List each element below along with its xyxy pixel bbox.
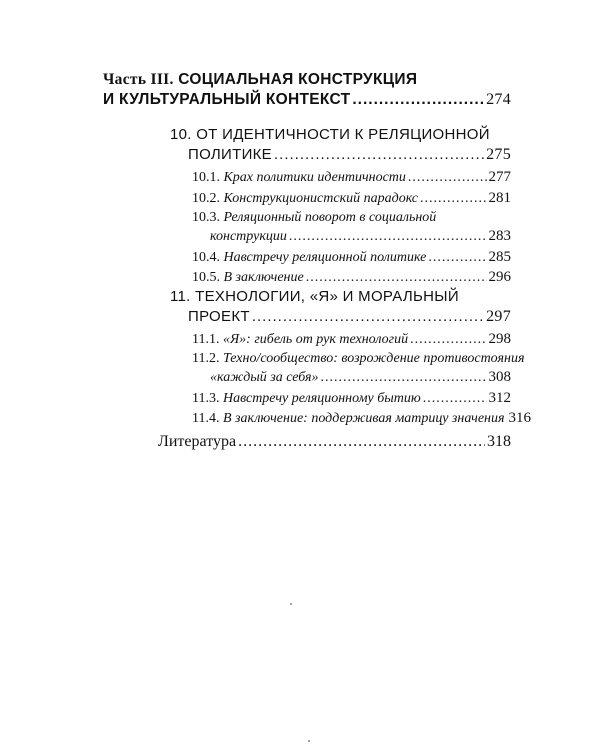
page-number: 283 bbox=[488, 228, 511, 244]
page-number: 296 bbox=[488, 269, 511, 285]
section-number: 10.4. bbox=[192, 250, 220, 265]
section-number: 11.3. bbox=[192, 391, 220, 406]
toc-section bbox=[192, 409, 532, 428]
section-number: 10.2. bbox=[192, 191, 220, 206]
leader-dots bbox=[306, 269, 487, 287]
page-number: 308 bbox=[488, 369, 511, 385]
page-number: 285 bbox=[488, 249, 511, 265]
toc-section bbox=[192, 330, 511, 349]
section-title: «Я»: гибель от рук технологий bbox=[222, 332, 409, 347]
page-number: 312 bbox=[488, 390, 511, 406]
section-number: 11.2. bbox=[192, 351, 220, 366]
toc-section bbox=[192, 350, 525, 387]
section-title-line2: «каждый за себя» bbox=[210, 370, 319, 385]
page-number: 297 bbox=[486, 308, 511, 325]
section-number: 10.1. bbox=[192, 170, 220, 185]
page-number: 316 bbox=[508, 410, 532, 426]
page-number: 298 bbox=[488, 331, 511, 347]
bibliography-label: Литература bbox=[158, 433, 237, 450]
part-prefix: Часть III. bbox=[103, 71, 174, 88]
section-number: 11.1. bbox=[192, 332, 220, 347]
leader-dots bbox=[289, 228, 487, 246]
toc-section bbox=[192, 189, 511, 208]
toc-section bbox=[192, 268, 511, 287]
toc-part-3 bbox=[103, 70, 511, 110]
chapter-title-line2: ПОЛИТИКЕ bbox=[188, 146, 272, 163]
part-title-line2: И КУЛЬТУРАЛЬНЫЙ КОНТЕКСТ bbox=[103, 91, 351, 108]
section-title: В заключение bbox=[223, 270, 304, 285]
page-number: 277 bbox=[488, 169, 511, 185]
section-title: В заключение: поддерживая матрицу значения bbox=[222, 411, 505, 426]
section-number: 11.4. bbox=[192, 411, 220, 426]
leader-dots bbox=[410, 331, 486, 349]
scan-speck bbox=[308, 740, 310, 742]
part-title-line1: СОЦИАЛЬНАЯ КОНСТРУКЦИЯ bbox=[178, 71, 418, 88]
toc-section bbox=[192, 209, 511, 246]
leader-dots bbox=[352, 90, 484, 110]
toc-chapter-11 bbox=[170, 287, 511, 327]
leader-dots bbox=[423, 390, 487, 408]
chapter-title-line2: ПРОЕКТ bbox=[188, 308, 250, 325]
section-number: 10.3. bbox=[192, 210, 220, 225]
leader-dots bbox=[321, 369, 487, 387]
section-number: 10.5. bbox=[192, 270, 220, 285]
section-title: Реляционный поворот в социальной bbox=[223, 210, 437, 225]
section-title: Навстречу реляционному бытию bbox=[222, 391, 421, 406]
chapter-title-line1: 11. ТЕХНОЛОГИИ, «Я» И МОРАЛЬНЫЙ bbox=[170, 288, 459, 305]
leader-dots bbox=[428, 249, 486, 267]
leader-dots bbox=[408, 169, 487, 187]
section-title: Навстречу реляционной политике bbox=[223, 250, 427, 265]
section-title-line2: конструкции bbox=[210, 229, 287, 244]
page-number: 281 bbox=[488, 190, 511, 206]
page-number: 275 bbox=[486, 146, 511, 163]
chapter-title-line1: 10. ОТ ИДЕНТИЧНОСТИ К РЕЛЯЦИОННОЙ bbox=[170, 126, 490, 143]
leader-dots bbox=[252, 307, 484, 327]
toc-chapter-10 bbox=[170, 125, 511, 165]
leader-dots bbox=[274, 145, 484, 165]
section-title: Конструкционистский парадокс bbox=[223, 191, 418, 206]
toc-section bbox=[192, 248, 511, 267]
toc-bibliography bbox=[158, 432, 511, 452]
scan-speck bbox=[290, 603, 292, 605]
toc-section bbox=[192, 389, 511, 408]
section-title: Крах политики идентичности bbox=[223, 170, 406, 185]
page-number: 318 bbox=[487, 433, 511, 450]
leader-dots bbox=[238, 432, 485, 452]
leader-dots bbox=[420, 190, 487, 208]
toc-section bbox=[192, 168, 511, 187]
page-number: 274 bbox=[486, 91, 511, 108]
section-title: Техно/сообщество: возрождение противостояния bbox=[222, 351, 525, 366]
